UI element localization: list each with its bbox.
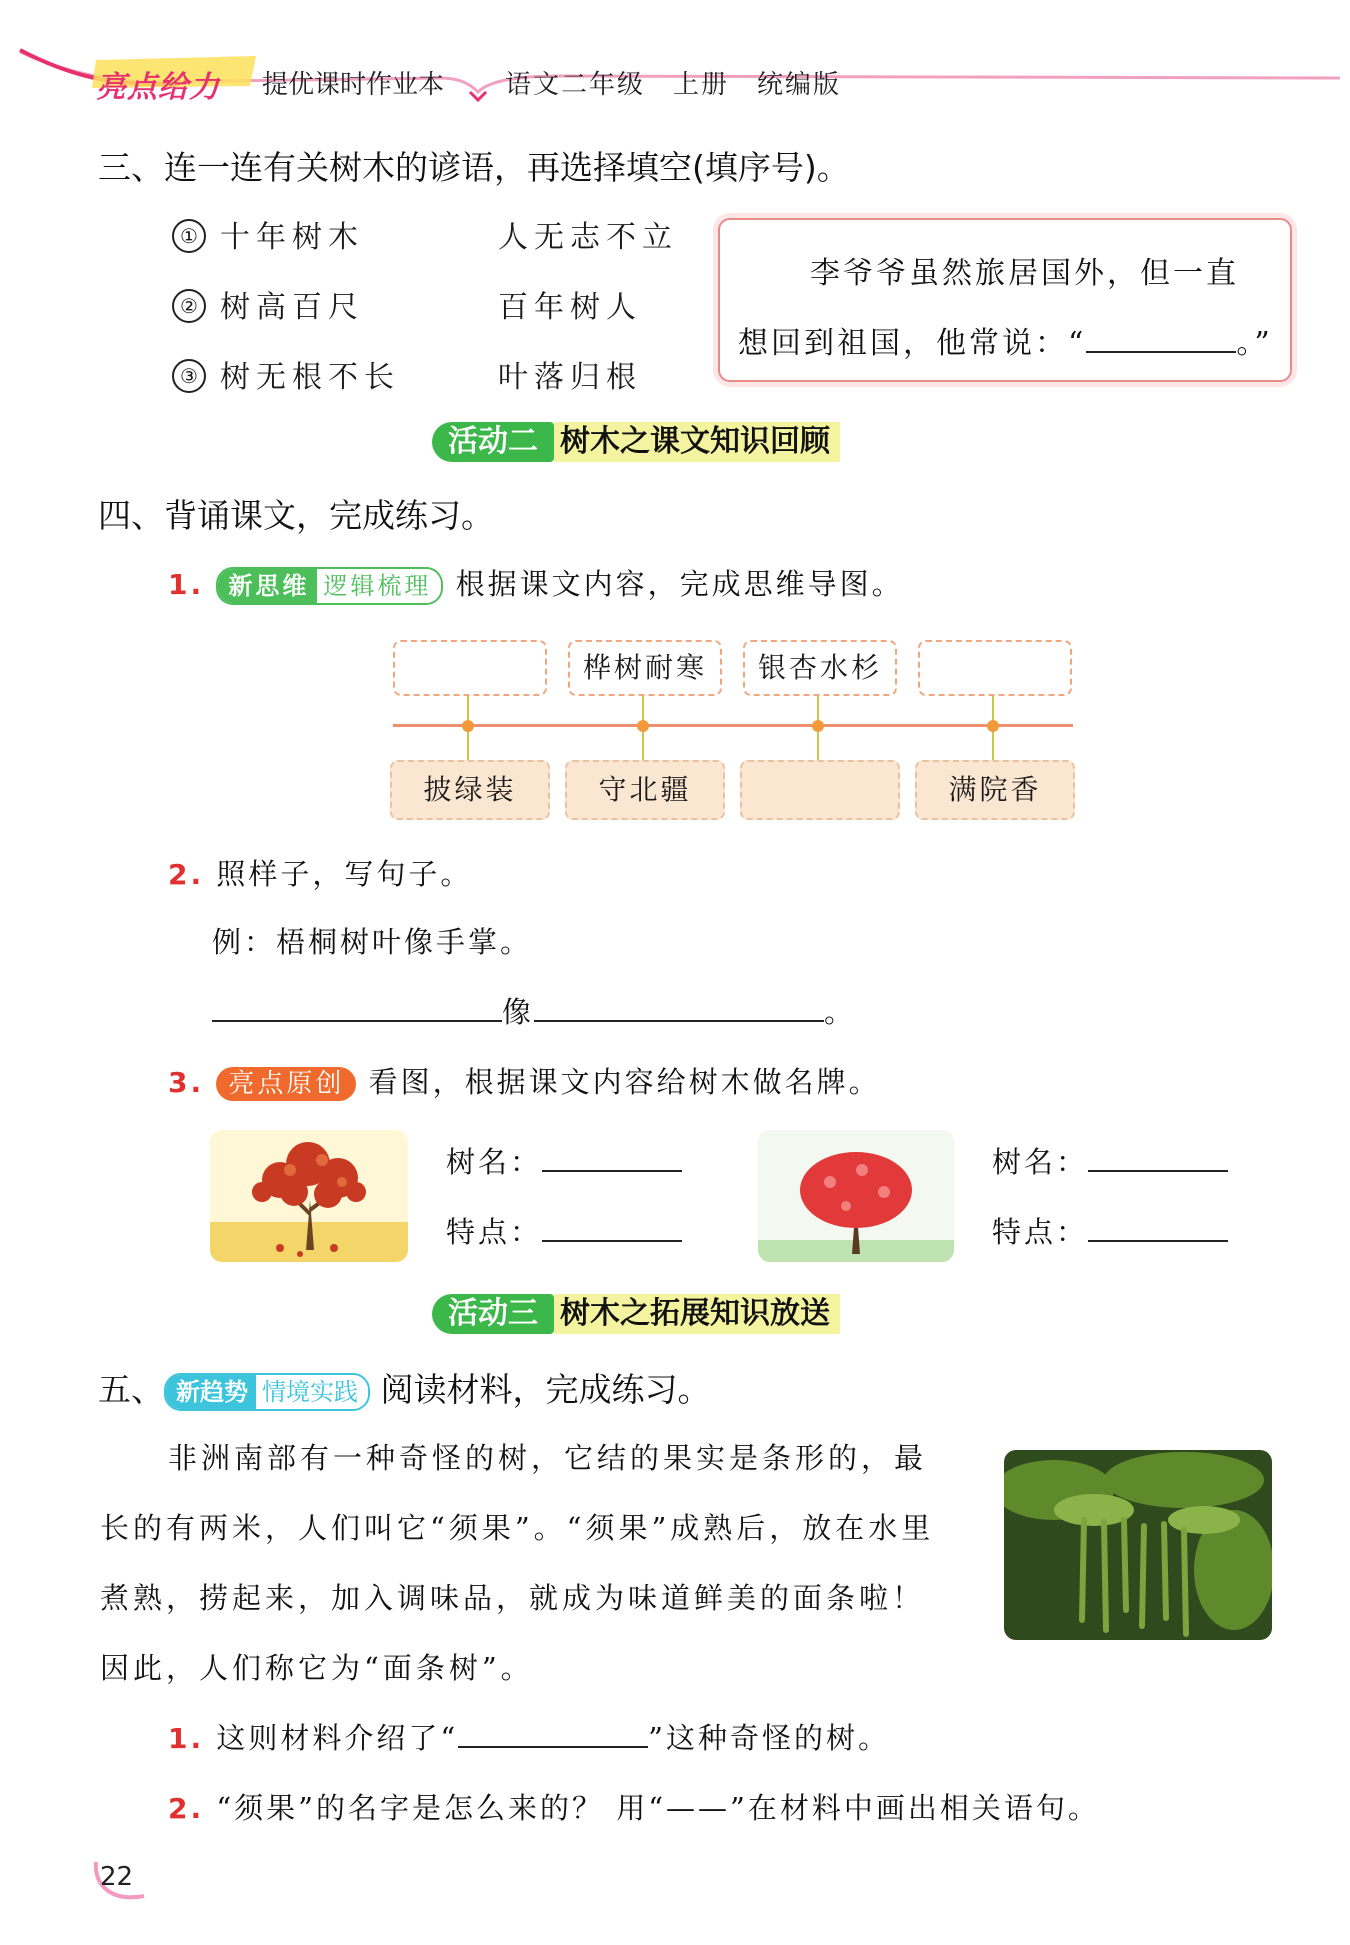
match-right-3[interactable]: 叶落归根 [498, 360, 642, 395]
q2-example: 例：梧桐树叶像手掌。 [212, 925, 533, 959]
connector-dot [462, 720, 474, 732]
s5-q2-line [168, 1786, 1100, 1827]
circled-number: ② [172, 289, 206, 323]
match-left-text: 树无根不长 [220, 360, 400, 395]
passage-line-1: 非洲南部有一种奇怪的树，它结的果实是条形的，最 [168, 1441, 928, 1475]
page-number: 22 [100, 1862, 134, 1892]
tree1-feature-blank[interactable] [542, 1240, 682, 1242]
activity3-tag: 活动三 [432, 1294, 554, 1334]
q3-instruction: 看图，根据课文内容给树木做名牌。 [368, 1065, 881, 1099]
fill-box-line2-prefix: 想回到祖国，他常说：“ [738, 326, 1087, 361]
tag-secondary: 情境实践 [256, 1375, 368, 1409]
passage-line-3: 煮熟，捞起来，加入调味品，就成为味道鲜美的面条啦！ [100, 1581, 926, 1615]
tree-feature-label: 特点： [992, 1215, 1089, 1249]
new-trend-tag [164, 1373, 370, 1411]
tree1-name-blank[interactable] [542, 1170, 682, 1172]
mind-map-top-3: 银杏水杉 [743, 640, 897, 696]
circled-number: ① [172, 219, 206, 253]
mind-map-bottom-blank-3[interactable] [740, 760, 900, 820]
q3-line [168, 1060, 881, 1101]
tree-name-label: 树名： [992, 1145, 1089, 1179]
match-left-text: 树高百尺 [220, 290, 364, 325]
section5-title [98, 1364, 711, 1411]
q2-line [168, 852, 472, 893]
section3-title: 三、连一连有关树木的谚语，再选择填空(填序号)。 [98, 148, 850, 187]
match-left-2[interactable] [172, 282, 364, 326]
tree1-feature-row [446, 1210, 682, 1251]
noodle-tree-photo [1004, 1450, 1272, 1640]
section5-instruction: 阅读材料，完成练习。 [380, 1370, 711, 1409]
activity3-title: 树木之拓展知识放送 [554, 1294, 840, 1334]
section5-prefix: 五、 [98, 1370, 164, 1409]
autumn-maple-tree-picture [210, 1130, 408, 1262]
q2-instruction: 照样子，写句子。 [216, 857, 473, 891]
activity2-banner [432, 422, 840, 462]
tree1-name-row [446, 1140, 682, 1181]
tag-secondary: 逻辑梳理 [317, 569, 441, 603]
tree-name-label: 树名： [446, 1145, 543, 1179]
passage-line-4: 因此，人们称它为“面条树”。 [100, 1651, 534, 1685]
question-number: 1. [168, 568, 205, 601]
section4-title: 四、背诵课文，完成练习。 [98, 496, 494, 535]
connector-dot [812, 720, 824, 732]
mind-map-bottom-2: 守北疆 [565, 760, 725, 820]
answer-end-punct: 。 [824, 995, 857, 1029]
match-left-text: 十年树木 [220, 220, 364, 255]
match-left-1[interactable] [172, 212, 364, 256]
tree2-name-row [992, 1140, 1228, 1181]
connector-dot [987, 720, 999, 732]
tree2-name-blank[interactable] [1088, 1170, 1228, 1172]
proverb-answer-blank[interactable] [1086, 351, 1236, 353]
activity2-title: 树木之课文知识回顾 [554, 422, 840, 462]
mind-map-axis [393, 724, 1073, 727]
q2-answer-line [212, 990, 856, 1031]
mind-map-bottom-4: 满院香 [915, 760, 1075, 820]
match-right-2[interactable]: 百年树人 [498, 290, 642, 325]
q1-instruction: 根据课文内容，完成思维导图。 [455, 567, 904, 601]
s5-q2-instruction: “须果”的名字是怎么来的？ 用“——”在材料中画出相关语句。 [216, 1791, 1100, 1825]
tree-feature-label: 特点： [446, 1215, 543, 1249]
brand-logo: 亮点给力 [96, 70, 220, 105]
mind-map-top-blank-1[interactable] [393, 640, 547, 696]
fill-box-line2-suffix: 。” [1236, 326, 1273, 361]
question-number: 1. [168, 1722, 205, 1755]
mind-map-top-2: 桦树耐寒 [568, 640, 722, 696]
answer-blank[interactable] [534, 1020, 824, 1022]
mind-map-bottom-1: 披绿装 [390, 760, 550, 820]
tree2-feature-blank[interactable] [1088, 1240, 1228, 1242]
kapok-tree-picture [758, 1130, 954, 1262]
match-right-1[interactable]: 人无志不立 [498, 220, 678, 255]
tree2-feature-row [992, 1210, 1228, 1251]
tag-primary: 新趋势 [166, 1375, 256, 1409]
book-series-title: 提优课时作业本 [262, 70, 445, 100]
q1-line [168, 562, 904, 605]
fill-box-line2 [738, 318, 1273, 362]
answer-connector: 像 [502, 995, 535, 1029]
circled-number: ③ [172, 359, 206, 393]
activity3-banner [432, 1294, 840, 1334]
fill-box-line1: 李爷爷虽然旅居国外，但一直 [810, 256, 1239, 291]
answer-blank[interactable] [212, 1020, 502, 1022]
question-number: 3. [168, 1066, 205, 1099]
question-number: 2. [168, 858, 205, 891]
tree-name-answer-blank[interactable] [458, 1746, 648, 1748]
s5-q1-suffix: ”这种奇怪的树。 [648, 1721, 890, 1755]
new-thinking-tag [216, 567, 443, 605]
passage-line-2: 长的有两米，人们叫它“须果”。“须果”成熟后，放在水里 [100, 1511, 935, 1545]
book-info: 语文二年级 上册 统编版 [505, 70, 842, 100]
tag-primary: 新思维 [218, 569, 317, 603]
mind-map-top-blank-4[interactable] [918, 640, 1072, 696]
original-tag: 亮点原创 [216, 1067, 356, 1101]
question-number: 2. [168, 1792, 205, 1825]
activity2-tag: 活动二 [432, 422, 554, 462]
s5-q1-prefix: 这则材料介绍了“ [216, 1721, 459, 1755]
match-left-3[interactable] [172, 352, 400, 396]
s5-q1-line [168, 1716, 890, 1757]
connector-dot [637, 720, 649, 732]
